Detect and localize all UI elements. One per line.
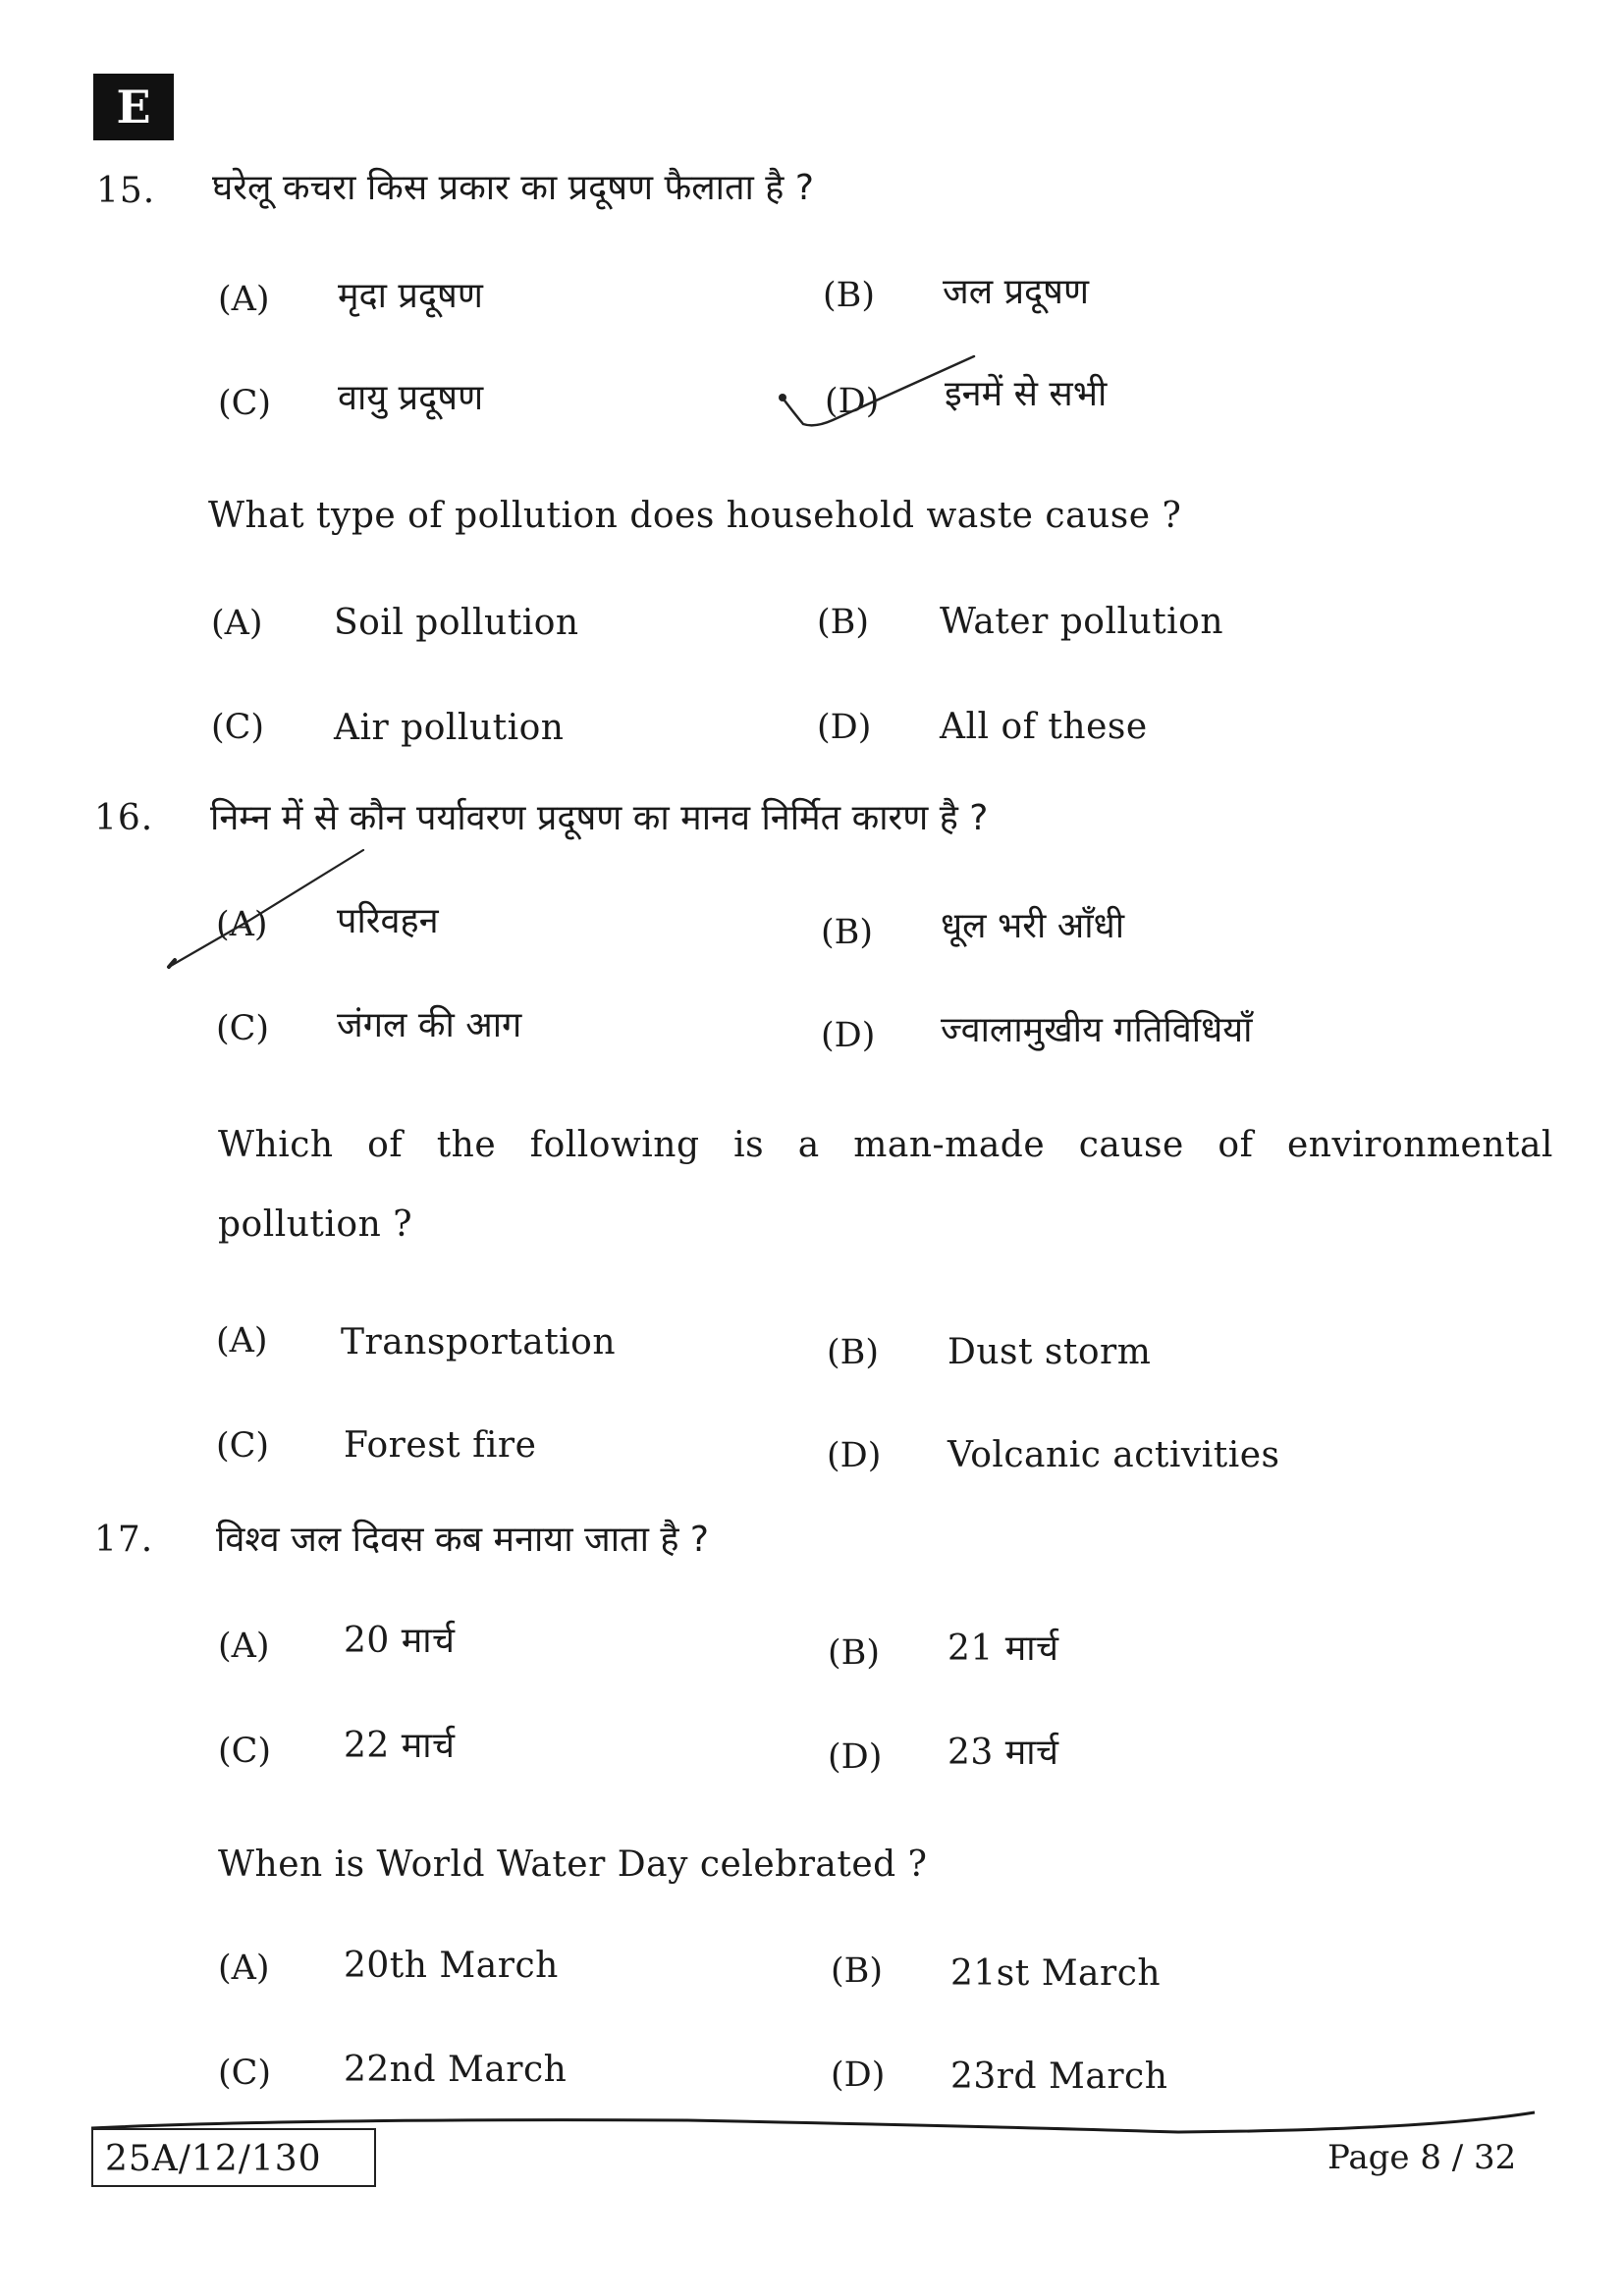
option-text-b[interactable]: 21st March: [950, 1953, 1162, 1994]
question-text-english-line2: pollution ?: [218, 1204, 413, 1245]
question-text-english-line1: [218, 1122, 1553, 1169]
option-label-a[interactable]: (A): [211, 604, 263, 643]
option-label-b[interactable]: (B): [827, 1333, 880, 1372]
option-label-a[interactable]: (A): [216, 905, 268, 944]
question-number: 17.: [94, 1520, 154, 1560]
option-label-c[interactable]: (C): [216, 1009, 270, 1048]
question-number: 16.: [94, 798, 154, 838]
option-label-d[interactable]: (D): [827, 1436, 882, 1475]
word: a: [797, 1125, 820, 1165]
option-label-d[interactable]: (D): [831, 2056, 886, 2095]
word: the: [436, 1125, 497, 1165]
option-text-a[interactable]: Soil pollution: [334, 603, 579, 643]
option-text-b[interactable]: Dust storm: [947, 1332, 1152, 1372]
option-label-c[interactable]: (C): [218, 384, 272, 423]
option-label-d[interactable]: (D): [817, 708, 872, 747]
page-number: Page 8 / 32: [1327, 2138, 1517, 2177]
option-text-c[interactable]: जंगल की आग: [337, 1005, 522, 1045]
option-label-a[interactable]: (A): [218, 1949, 270, 1988]
option-text-b[interactable]: जल प्रदूषण: [943, 272, 1089, 312]
option-label-b[interactable]: (B): [817, 603, 870, 642]
word: man-made: [853, 1125, 1046, 1165]
option-label-b[interactable]: (B): [828, 1633, 881, 1673]
option-label-b[interactable]: (B): [823, 276, 876, 315]
set-badge: E: [93, 74, 174, 140]
option-text-c[interactable]: Forest fire: [344, 1425, 537, 1466]
option-text-d[interactable]: ज्वालामुखीय गतिविधियाँ: [941, 1010, 1253, 1050]
option-label-c[interactable]: (C): [216, 1426, 270, 1466]
word: of: [1218, 1125, 1254, 1165]
option-text-a[interactable]: 20th March: [344, 1946, 559, 1986]
option-label-b[interactable]: (B): [831, 1951, 884, 1991]
option-label-d[interactable]: (D): [828, 1737, 883, 1777]
option-text-b[interactable]: 21 मार्च: [947, 1629, 1059, 1669]
option-text-c[interactable]: 22nd March: [344, 2050, 568, 2090]
option-text-b[interactable]: धूल भरी आँधी: [941, 906, 1125, 946]
option-text-c[interactable]: 22 मार्च: [344, 1726, 456, 1766]
option-text-d[interactable]: 23rd March: [950, 2056, 1168, 2097]
option-text-a[interactable]: 20 मार्च: [344, 1621, 456, 1661]
option-text-a[interactable]: Transportation: [341, 1322, 617, 1362]
word: cause: [1078, 1125, 1184, 1165]
option-text-d[interactable]: Volcanic activities: [947, 1435, 1280, 1475]
option-label-c[interactable]: (C): [218, 1732, 272, 1771]
option-text-c[interactable]: वायु प्रदूषण: [338, 378, 484, 418]
option-text-a[interactable]: मृदा प्रदूषण: [338, 276, 483, 316]
question-text-english: When is World Water Day celebrated ?: [218, 1844, 928, 1885]
option-text-b[interactable]: Water pollution: [940, 602, 1224, 642]
word: environmental: [1286, 1125, 1553, 1165]
option-text-d[interactable]: All of these: [940, 707, 1148, 747]
option-label-d[interactable]: (D): [821, 1016, 876, 1055]
option-label-a[interactable]: (A): [218, 280, 270, 319]
question-text-hindi: निम्न में से कौन पर्यावरण प्रदूषण का मानव निर्मित कारण है ?: [210, 798, 989, 838]
option-text-a[interactable]: परिवहन: [337, 901, 439, 941]
word: of: [367, 1125, 404, 1165]
option-label-b[interactable]: (B): [821, 913, 874, 952]
word: is: [733, 1125, 765, 1165]
option-label-a[interactable]: (A): [216, 1321, 268, 1361]
option-text-d[interactable]: 23 मार्च: [947, 1733, 1059, 1773]
paper-code: 25A/12/130: [91, 2128, 376, 2187]
question-text-hindi: घरेलू कचरा किस प्रकार का प्रदूषण फैलाता है ?: [212, 168, 814, 208]
question-number: 15.: [96, 171, 156, 211]
question-text-english: What type of pollution does household waste cause ?: [208, 496, 1182, 536]
option-label-c[interactable]: (C): [211, 708, 265, 747]
option-text-d[interactable]: इनमें से सभी: [945, 374, 1108, 414]
option-label-a[interactable]: (A): [218, 1627, 270, 1666]
question-text-hindi: विश्व जल दिवस कब मनाया जाता है ?: [216, 1520, 710, 1560]
word: following: [529, 1125, 700, 1165]
option-label-c[interactable]: (C): [218, 2054, 272, 2093]
option-label-d[interactable]: (D): [825, 382, 880, 421]
option-text-c[interactable]: Air pollution: [334, 708, 565, 748]
word: Which: [218, 1125, 334, 1165]
